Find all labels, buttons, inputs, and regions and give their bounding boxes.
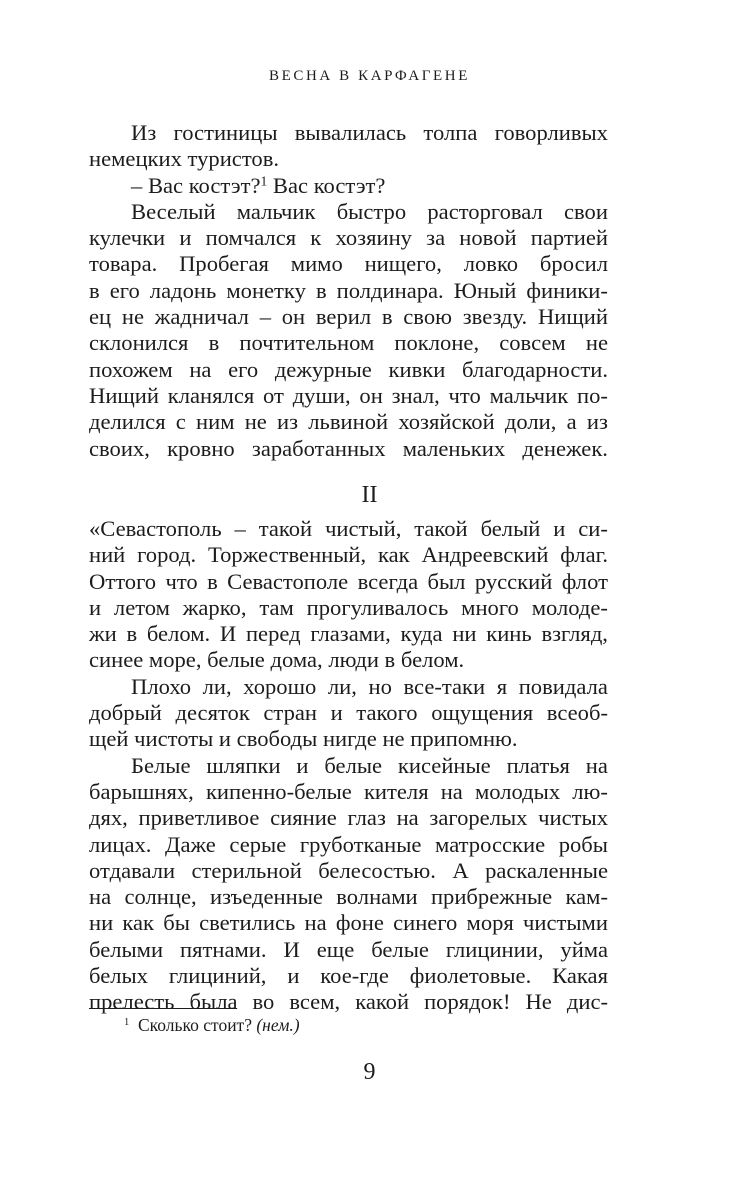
text-line	[89, 542, 608, 568]
word: я	[496, 673, 508, 699]
word: почтительном	[239, 330, 375, 356]
word: кителя	[363, 778, 429, 804]
word: на	[189, 356, 212, 382]
word: была	[189, 989, 238, 1015]
word: платья	[506, 752, 570, 778]
text-block-1	[89, 120, 608, 462]
word: товара.	[89, 251, 158, 277]
word: совсем	[499, 330, 566, 356]
word: и	[179, 225, 192, 251]
word: маленьких	[402, 435, 506, 461]
word: хорошо	[243, 673, 317, 699]
word: звезду.	[462, 304, 528, 330]
word: но	[368, 673, 392, 699]
word: прибрежные	[430, 884, 553, 910]
word: знал,	[391, 382, 440, 408]
word: Андреевский	[421, 542, 549, 568]
word: приветливое	[138, 805, 260, 831]
word: Торжественный,	[208, 542, 367, 568]
word: повидала	[518, 673, 608, 699]
word: а	[566, 409, 577, 435]
word: партией	[530, 225, 608, 251]
word: на	[304, 910, 327, 936]
word: ец	[89, 304, 112, 330]
text-line: – Вас костэт?$^1$ Вас костэт?	[131, 172, 386, 198]
word: с	[175, 409, 186, 435]
word: флот	[561, 568, 608, 594]
word: белый	[480, 516, 541, 541]
word: в	[126, 621, 138, 647]
word: пятнами.	[180, 936, 267, 962]
text-line	[89, 753, 608, 779]
word: на	[89, 884, 112, 910]
word: флаг.	[560, 542, 608, 568]
word: похожем	[89, 356, 173, 382]
word: глицинии,	[445, 936, 544, 962]
text-line	[89, 779, 608, 805]
word: гостиницы	[173, 120, 278, 145]
word: помчался	[205, 225, 297, 251]
word: кипенно-белые	[205, 778, 352, 804]
word: жадничал	[154, 304, 249, 330]
word: и	[330, 700, 343, 726]
word: свои	[564, 198, 608, 224]
word: мимо	[290, 251, 343, 277]
word: свою	[403, 304, 452, 330]
text-line	[89, 516, 608, 542]
word: такой	[258, 516, 313, 541]
text-line: щей чистоты и свободы нигде не припомню.	[89, 726, 518, 752]
word: си-	[578, 516, 608, 541]
word: еще	[316, 936, 355, 962]
word: мальчик	[489, 382, 569, 408]
text-line	[89, 674, 608, 700]
text-line	[89, 569, 608, 595]
word: –	[234, 516, 246, 541]
word: ли,	[327, 673, 357, 699]
word: души,	[292, 382, 351, 408]
word: Пробегая	[179, 251, 269, 277]
word: заработанных	[251, 435, 386, 461]
word: он	[281, 304, 306, 330]
word: волнами	[336, 884, 418, 910]
word: не	[121, 304, 144, 330]
word: синего	[393, 910, 458, 936]
text-line	[89, 304, 608, 330]
word: белые	[324, 752, 383, 778]
word: вывалилась	[294, 120, 407, 145]
word: ни	[89, 910, 114, 936]
word: лицах.	[89, 831, 152, 857]
word: глазами,	[310, 621, 391, 647]
word: своих,	[89, 435, 150, 461]
word: в	[89, 277, 100, 303]
text-line	[89, 884, 608, 910]
word: доли,	[504, 409, 557, 435]
word: в	[207, 568, 218, 594]
word: всегда	[357, 568, 419, 594]
word: быстро	[336, 198, 407, 224]
word: белые	[371, 936, 429, 962]
word: кам-	[565, 884, 608, 910]
word: бы	[163, 910, 190, 936]
word: он	[359, 382, 383, 408]
word: что	[165, 568, 198, 594]
word: русский	[474, 568, 553, 594]
word: финики-	[526, 277, 608, 303]
word: не	[585, 330, 608, 356]
footnote-ref: 1	[260, 173, 268, 189]
word: за	[426, 225, 446, 251]
word: кровно	[167, 435, 235, 461]
word: А	[452, 857, 469, 883]
text-line	[89, 937, 608, 963]
word: его	[109, 277, 140, 303]
word: кинь	[486, 621, 532, 647]
word: на	[396, 805, 419, 831]
text-line	[89, 251, 608, 277]
text-line	[89, 963, 608, 989]
text-line	[89, 621, 608, 647]
word: по-	[577, 382, 608, 408]
word: какой	[355, 989, 410, 1015]
page-number: 9	[363, 1059, 376, 1085]
word: расторговал	[427, 198, 543, 224]
word: отдавали	[89, 857, 176, 883]
word: бросил	[539, 251, 608, 277]
word: его	[228, 356, 259, 382]
word: ни	[452, 621, 477, 647]
word: поклоне,	[394, 330, 480, 356]
word: чистыми	[523, 910, 608, 936]
word: Не	[525, 989, 552, 1015]
word: такого	[356, 700, 418, 726]
text-line	[89, 595, 608, 621]
word: как	[377, 542, 410, 568]
word: и	[553, 516, 566, 541]
footnote-text: Сколько стоит?	[138, 1015, 252, 1035]
word: дежурные	[274, 356, 372, 382]
text-line	[89, 910, 608, 936]
word: Из	[131, 120, 157, 145]
word: мальчик	[236, 198, 316, 224]
text-line	[89, 858, 608, 884]
word: город.	[137, 542, 197, 568]
text-line	[89, 805, 608, 831]
word: Белые	[131, 752, 191, 778]
text-line	[89, 225, 608, 251]
word: на	[440, 778, 463, 804]
word: прогуливалось	[306, 594, 449, 620]
text-line	[89, 357, 608, 383]
word: к	[310, 225, 322, 251]
word: и	[287, 963, 300, 989]
section-heading: II	[361, 482, 378, 508]
word: ладонь	[149, 277, 217, 303]
word: там	[259, 594, 294, 620]
word: десяток	[175, 700, 250, 726]
word: много	[461, 594, 519, 620]
word: кисейные	[397, 752, 491, 778]
word: белесостью.	[318, 857, 436, 883]
text-block-2	[89, 516, 608, 1016]
text-line	[89, 409, 608, 435]
word: белом.	[146, 621, 211, 647]
word: стерильной	[191, 857, 302, 883]
word: в	[208, 330, 220, 356]
footnote-rule	[89, 1008, 237, 1009]
word: Нищий	[89, 382, 159, 408]
word: такой	[414, 516, 468, 541]
word: стран	[263, 700, 318, 726]
word: денежек.	[522, 435, 608, 461]
word: нищего,	[364, 251, 442, 277]
word: белых	[89, 963, 148, 989]
word: что	[448, 382, 481, 408]
word: как	[122, 910, 155, 936]
word: толпа	[423, 120, 478, 145]
word: на	[585, 752, 608, 778]
word: молоде-	[531, 594, 608, 620]
text-line: немецких туристов.	[89, 146, 280, 172]
word: говорливых	[494, 120, 608, 145]
word: перед	[245, 621, 301, 647]
word: добрый	[89, 700, 162, 726]
word: шляпки	[206, 752, 281, 778]
word: И	[219, 621, 237, 647]
text-line	[89, 383, 608, 409]
word: Какая	[552, 963, 608, 989]
word: летом	[113, 594, 170, 620]
word: глаз	[347, 805, 386, 831]
word: кое-где	[320, 963, 389, 989]
word: ний	[89, 542, 126, 568]
word: фоне	[335, 910, 384, 936]
word: Веселый	[131, 198, 216, 224]
word: жарко,	[182, 594, 247, 620]
text-line	[89, 436, 608, 462]
word: и	[89, 594, 102, 620]
text-line	[89, 278, 608, 304]
word: делился	[89, 409, 166, 435]
word: верил	[315, 304, 372, 330]
word: кулечки	[89, 225, 166, 251]
word: чистый,	[325, 516, 402, 541]
word: матросские	[435, 831, 546, 857]
word: сияние	[270, 805, 337, 831]
word: глициний,	[168, 963, 267, 989]
word: благодарности.	[462, 356, 608, 382]
text-line	[89, 700, 608, 726]
word: прелесть	[89, 989, 175, 1015]
word: серые	[229, 831, 287, 857]
word: хозяину	[335, 225, 412, 251]
word: дис-	[566, 989, 608, 1015]
word: Юный	[453, 277, 517, 303]
word: новой	[459, 225, 517, 251]
word: львиной	[308, 409, 389, 435]
word: моря	[466, 910, 514, 936]
word: не	[244, 409, 267, 435]
text-line	[89, 120, 608, 146]
text-line	[89, 199, 608, 225]
word: лю-	[572, 778, 608, 804]
word: во	[252, 989, 275, 1015]
word: в	[315, 277, 327, 303]
footnote	[124, 1014, 300, 1036]
word: ловко	[463, 251, 519, 277]
word: жи	[89, 621, 117, 647]
word: Даже	[165, 831, 216, 857]
word: молодых	[474, 778, 561, 804]
word: монетку	[226, 277, 306, 303]
word: уйма	[560, 936, 608, 962]
word: барышнях,	[89, 778, 194, 804]
word: склонился	[89, 330, 189, 356]
word: Севастополе	[227, 568, 349, 594]
text-line	[89, 989, 608, 1015]
word: фиолетовые.	[409, 963, 532, 989]
word: солнце,	[124, 884, 197, 910]
word: всем,	[289, 989, 341, 1015]
word: груботканые	[299, 831, 422, 857]
word: Оттого	[89, 568, 157, 594]
word: в	[381, 304, 393, 330]
running-head: ВЕСНА В КАРФАГЕНЕ	[268, 68, 471, 84]
word: робы	[558, 831, 608, 857]
word: взгляд,	[541, 621, 608, 647]
word: ощущения	[431, 700, 534, 726]
word: из	[277, 409, 299, 435]
word: дях,	[89, 805, 128, 831]
word: чистых	[538, 805, 608, 831]
word: кланялся	[167, 382, 255, 408]
word: ли,	[202, 673, 232, 699]
word: изъеденные	[209, 884, 323, 910]
text-line	[89, 330, 608, 356]
word: был	[427, 568, 466, 594]
word: кивки	[388, 356, 446, 382]
word: хозяйской	[398, 409, 495, 435]
text-line	[89, 832, 608, 858]
word: «Севастополь	[89, 516, 222, 541]
word: –	[259, 304, 271, 330]
word: светились	[199, 910, 296, 936]
word: Плохо	[131, 673, 192, 699]
word: куда	[400, 621, 443, 647]
word: ним	[196, 409, 235, 435]
word: И	[283, 936, 300, 962]
word: полдинара.	[336, 277, 444, 303]
word: белыми	[89, 936, 164, 962]
footnote-language-note: (нем.)	[256, 1015, 300, 1035]
word: все-таки	[403, 673, 486, 699]
word: порядок!	[424, 989, 511, 1015]
text-line: синее море, белые дома, люди в белом.	[89, 647, 465, 673]
word: всеоб-	[546, 700, 608, 726]
word: Нищий	[537, 304, 608, 330]
word: от	[263, 382, 284, 408]
word: раскаленные	[485, 857, 608, 883]
word: и	[296, 752, 309, 778]
word: загорелых	[429, 805, 528, 831]
word: из	[586, 409, 608, 435]
footnote-marker: 1	[124, 1017, 130, 1029]
